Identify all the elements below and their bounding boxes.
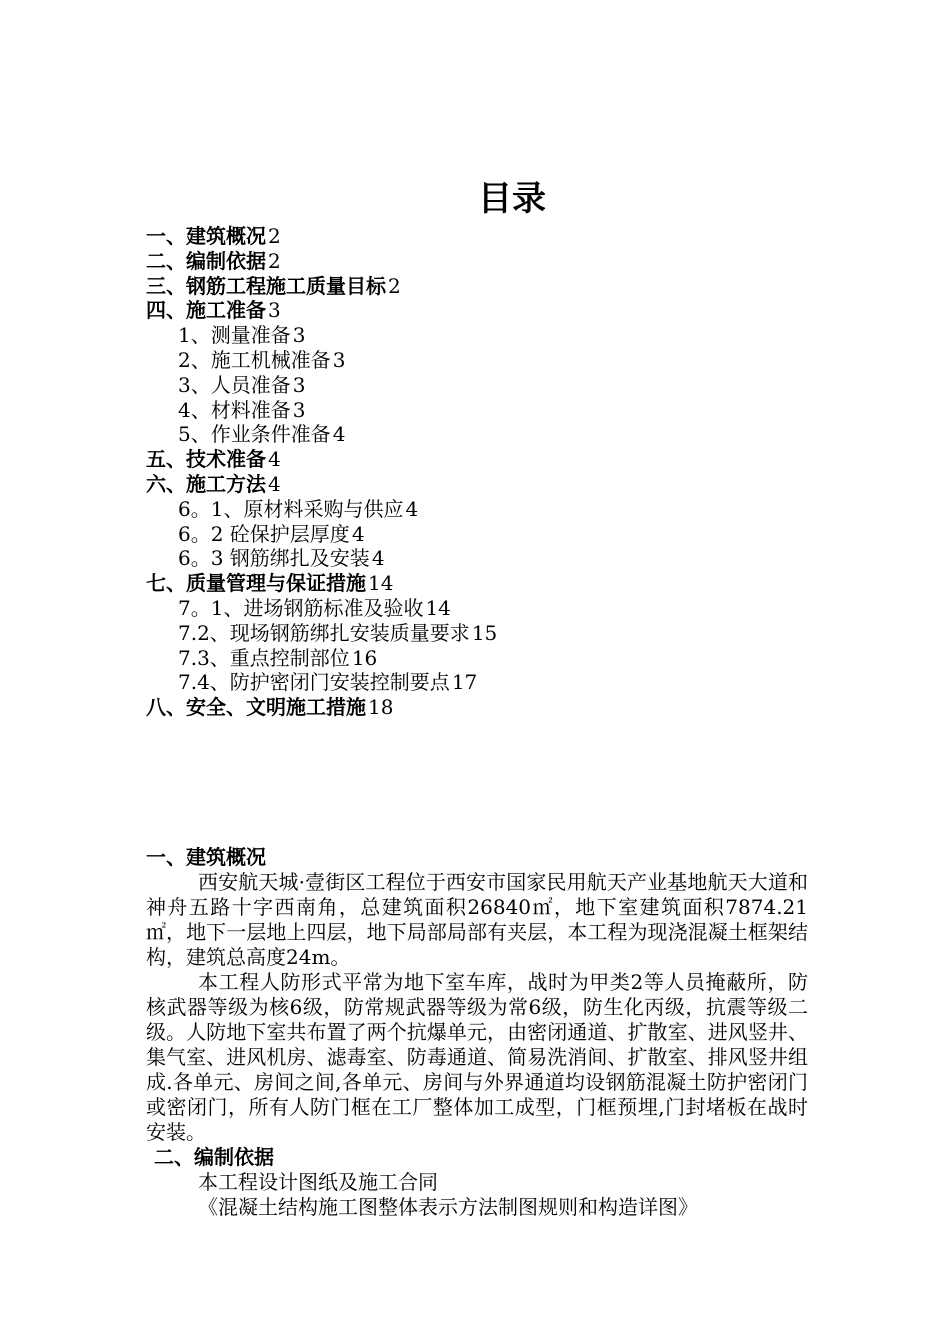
toc-entry-page: 4 bbox=[268, 447, 281, 472]
section-heading-overview: 一、建筑概况 bbox=[146, 845, 266, 869]
overview-paragraph-1: 西安航天城·壹街区工程位于西安市国家民用航天产业基地航天大道和神舟五路十字西南角，总建筑面积26840㎡，地下室建筑面积7874.21㎡，地下一层地上四层，地下局部局部有夹层，本工程为现浇混凝土框架结构，建筑总高度24m。 bbox=[146, 870, 808, 969]
toc-entry-title: 三、钢筋工程施工质量目标 bbox=[146, 273, 386, 298]
toc-entry-title: 6。3 钢筋绑扎及安装 bbox=[178, 546, 370, 571]
basis-line-1: 本工程设计图纸及施工合同 bbox=[198, 1170, 438, 1194]
toc-entry-page: 2 bbox=[388, 273, 401, 298]
toc-entry-title: 7.2、现场钢筋绑扎安装质量要求 bbox=[178, 620, 470, 645]
toc-entry[interactable] bbox=[146, 596, 866, 621]
toc-entry-title: 7。1、进场钢筋标准及验收 bbox=[178, 595, 424, 620]
toc-entry[interactable] bbox=[146, 621, 866, 646]
toc-entry-page: 4 bbox=[351, 521, 365, 546]
toc-entry[interactable] bbox=[146, 546, 866, 571]
toc-entry-page: 3 bbox=[292, 397, 306, 422]
toc-entry[interactable] bbox=[146, 670, 866, 695]
toc-entry-page: 4 bbox=[268, 471, 281, 496]
toc-entry-page: 15 bbox=[471, 620, 498, 645]
toc-entry-page: 2 bbox=[268, 248, 281, 273]
document-body bbox=[146, 845, 808, 1220]
toc-entry-page: 3 bbox=[292, 323, 306, 348]
toc-entry-title: 四、施工准备 bbox=[146, 298, 266, 323]
toc-entry-title: 7.4、防护密闭门安装控制要点 bbox=[178, 670, 450, 695]
toc-entry-page: 14 bbox=[368, 571, 394, 596]
toc-entry-title: 一、建筑概况 bbox=[146, 224, 266, 248]
toc-entry-title: 6。2 砼保护层厚度 bbox=[178, 521, 350, 546]
toc-entry-title: 八、安全、文明施工措施 bbox=[146, 695, 366, 720]
toc-entry-page: 4 bbox=[405, 496, 419, 521]
toc-title: 目录 bbox=[478, 179, 546, 219]
toc-entry[interactable] bbox=[146, 422, 866, 447]
toc-entry[interactable] bbox=[146, 695, 866, 720]
toc-entry-title: 4、材料准备 bbox=[178, 397, 291, 422]
toc-entry[interactable] bbox=[146, 472, 866, 497]
toc-entry-title: 七、质量管理与保证措施 bbox=[146, 571, 366, 596]
toc-entry-title: 7.3、重点控制部位 bbox=[178, 645, 350, 670]
toc-entry-page: 17 bbox=[451, 670, 478, 695]
toc-entry[interactable] bbox=[146, 348, 866, 373]
toc-entry[interactable] bbox=[146, 646, 866, 671]
toc-entry-title: 二、编制依据 bbox=[146, 248, 266, 273]
toc-entry-title: 1、测量准备 bbox=[178, 323, 291, 348]
toc-entry-page: 4 bbox=[332, 422, 346, 447]
toc-entry-page: 3 bbox=[332, 347, 346, 372]
toc-entry[interactable] bbox=[146, 497, 866, 522]
toc-entry-page: 3 bbox=[268, 298, 281, 323]
basis-line-2: 《混凝土结构施工图整体表示方法制图规则和构造详图》 bbox=[198, 1195, 698, 1219]
toc-entry[interactable] bbox=[146, 274, 866, 299]
toc-entry[interactable] bbox=[146, 571, 866, 596]
toc-entry[interactable] bbox=[146, 249, 866, 274]
overview-paragraph-2: 本工程人防形式平常为地下室车库，战时为甲类2等人员掩蔽所，防核武器等级为核6级，防常规武器等级为常6级，防生化丙级，抗震等级二级。人防地下室共布置了两个抗爆单元，由密闭通道、扩散室、进风竖井、集气室、进风机房、滤毒室、防毒通道、简易洗消间、扩散室、排风竖井组成.各单元、房间之间,各单元、房间与外界通道均设钢筋混凝土防护密闭门或密闭门，所有人防门框在工厂整体加工成型，门框预埋,门封堵板在战时安装。 bbox=[146, 970, 808, 1144]
toc-entry-title: 5、作业条件准备 bbox=[178, 422, 331, 447]
toc-entry-page: 2 bbox=[268, 224, 281, 248]
toc-entry[interactable] bbox=[146, 447, 866, 472]
toc-entry[interactable] bbox=[146, 224, 866, 249]
toc-entry[interactable] bbox=[146, 398, 866, 423]
toc-entry-page: 14 bbox=[425, 595, 451, 620]
section-heading-basis: 二、编制依据 bbox=[154, 1145, 274, 1169]
toc-entry-title: 五、技术准备 bbox=[146, 447, 266, 472]
toc-entry-page: 18 bbox=[368, 695, 394, 720]
table-of-contents bbox=[146, 224, 866, 720]
toc-entry-page: 3 bbox=[292, 372, 306, 397]
toc-entry[interactable] bbox=[146, 373, 866, 398]
toc-entry[interactable] bbox=[146, 522, 866, 547]
toc-entry[interactable] bbox=[146, 298, 866, 323]
toc-entry[interactable] bbox=[146, 323, 866, 348]
toc-entry-page: 4 bbox=[371, 546, 385, 571]
toc-entry-title: 六、施工方法 bbox=[146, 471, 266, 496]
toc-entry-page: 16 bbox=[351, 645, 378, 670]
toc-entry-title: 2、施工机械准备 bbox=[178, 347, 331, 372]
toc-entry-title: 6。1、原材料采购与供应 bbox=[178, 496, 404, 521]
toc-entry-title: 3、人员准备 bbox=[178, 372, 291, 397]
